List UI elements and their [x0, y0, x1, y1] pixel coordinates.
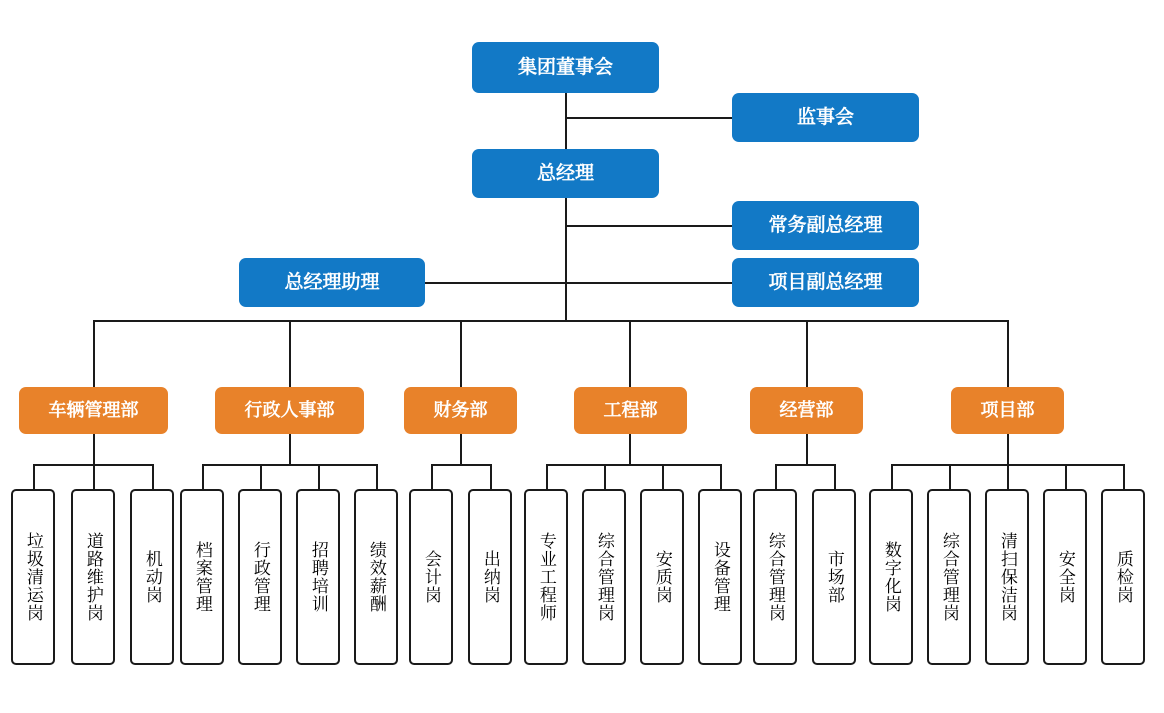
post-finance-0[interactable]: 会计岗 [409, 489, 453, 665]
post-vehicle-2[interactable]: 机动岗 [130, 489, 174, 665]
connector-finance-post-0 [431, 464, 433, 489]
dept-finance[interactable]: 财务部 [404, 387, 517, 434]
post-engineering-1[interactable]: 综合管理岗 [582, 489, 626, 665]
connector-vehicle-post-1 [93, 464, 95, 489]
connector-project-post-3 [1065, 464, 1067, 489]
connector-drop-vehicle [93, 320, 95, 387]
connector-operations-bus [775, 464, 835, 466]
dept-operations[interactable]: 经营部 [750, 387, 863, 434]
connector-engineering-post-1 [604, 464, 606, 489]
connector-admin-post-0 [202, 464, 204, 489]
connector-finance-stem [460, 434, 462, 464]
post-admin-0[interactable]: 档案管理 [180, 489, 224, 665]
post-finance-1[interactable]: 出纳岗 [468, 489, 512, 665]
connector-engineering-post-3 [720, 464, 722, 489]
connector-admin-bus [202, 464, 377, 466]
connector-operations-post-1 [834, 464, 836, 489]
post-project-1[interactable]: 综合管理岗 [927, 489, 971, 665]
connector-gm-to-exec-deputy [565, 225, 732, 227]
node-executive-deputy-gm[interactable]: 常务副总经理 [732, 201, 919, 250]
dept-vehicle-management[interactable]: 车辆管理部 [19, 387, 168, 434]
post-admin-2[interactable]: 招聘培训 [296, 489, 340, 665]
post-vehicle-0[interactable]: 垃圾清运岗 [11, 489, 55, 665]
connector-project-post-1 [949, 464, 951, 489]
connector-admin-stem [289, 434, 291, 464]
node-project-deputy-gm[interactable]: 项目副总经理 [732, 258, 919, 307]
connector-engineering-stem [629, 434, 631, 464]
node-general-manager[interactable]: 总经理 [472, 149, 659, 198]
post-project-4[interactable]: 质检岗 [1101, 489, 1145, 665]
connector-vehicle-post-2 [152, 464, 154, 489]
connector-drop-finance [460, 320, 462, 387]
dept-project[interactable]: 项目部 [951, 387, 1064, 434]
connector-engineering-post-2 [662, 464, 664, 489]
dept-engineering[interactable]: 工程部 [574, 387, 687, 434]
connector-admin-post-1 [260, 464, 262, 489]
post-vehicle-1[interactable]: 道路维护岗 [71, 489, 115, 665]
post-engineering-0[interactable]: 专业工程师 [524, 489, 568, 665]
connector-admin-post-2 [318, 464, 320, 489]
dept-admin-hr[interactable]: 行政人事部 [215, 387, 364, 434]
connector-project-post-2 [1007, 464, 1009, 489]
connector-gm-to-assistant [424, 282, 566, 284]
connector-gm-down [565, 198, 567, 320]
connector-department-bus [93, 320, 1008, 322]
node-gm-assistant[interactable]: 总经理助理 [239, 258, 425, 307]
connector-board-to-gm [565, 93, 567, 153]
connector-drop-admin [289, 320, 291, 387]
node-board[interactable]: 集团董事会 [472, 42, 659, 93]
connector-admin-post-3 [376, 464, 378, 489]
post-project-0[interactable]: 数字化岗 [869, 489, 913, 665]
connector-engineering-post-0 [546, 464, 548, 489]
connector-operations-stem [806, 434, 808, 464]
connector-engineering-bus [546, 464, 721, 466]
post-project-3[interactable]: 安全岗 [1043, 489, 1087, 665]
connector-drop-engineering [629, 320, 631, 387]
connector-gm-to-supervisory [565, 117, 732, 119]
connector-drop-project [1007, 320, 1009, 387]
connector-project-post-4 [1123, 464, 1125, 489]
post-engineering-3[interactable]: 设备管理 [698, 489, 742, 665]
post-operations-1[interactable]: 市场部 [812, 489, 856, 665]
post-admin-1[interactable]: 行政管理 [238, 489, 282, 665]
connector-finance-post-1 [490, 464, 492, 489]
connector-vehicle-stem [93, 434, 95, 464]
node-supervisory-board[interactable]: 监事会 [732, 93, 919, 142]
connector-operations-post-0 [775, 464, 777, 489]
connector-project-post-0 [891, 464, 893, 489]
connector-drop-operations [806, 320, 808, 387]
connector-project-stem [1007, 434, 1009, 464]
connector-gm-to-project-deputy [565, 282, 732, 284]
post-admin-3[interactable]: 绩效薪酬 [354, 489, 398, 665]
post-engineering-2[interactable]: 安质岗 [640, 489, 684, 665]
post-operations-0[interactable]: 综合管理岗 [753, 489, 797, 665]
post-project-2[interactable]: 清扫保洁岗 [985, 489, 1029, 665]
connector-vehicle-post-0 [33, 464, 35, 489]
connector-finance-bus [431, 464, 491, 466]
